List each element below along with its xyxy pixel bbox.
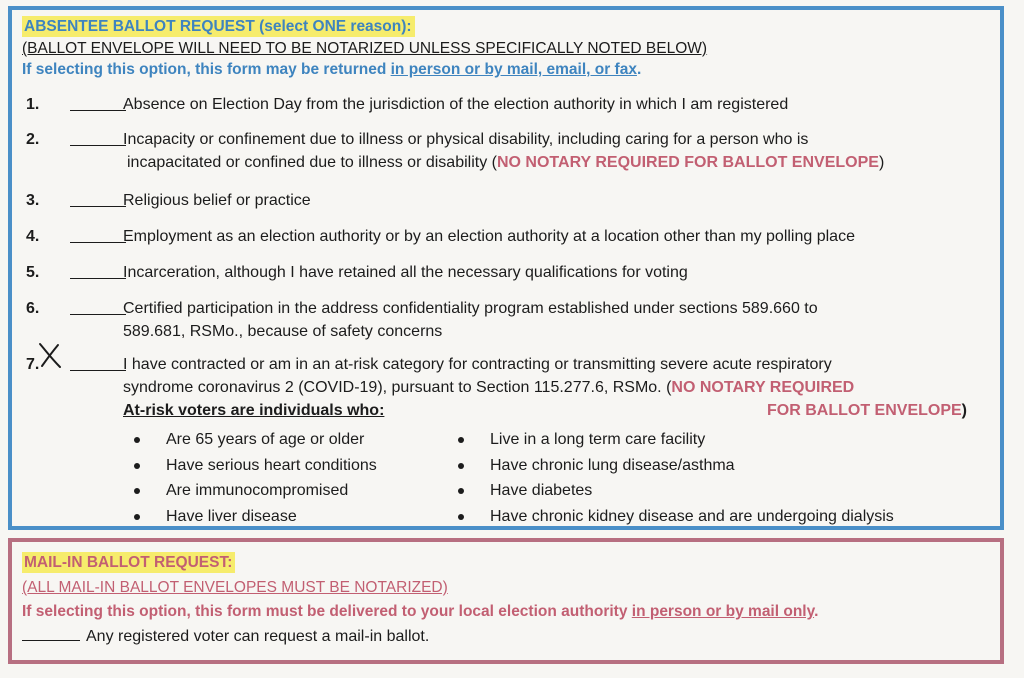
list-item: Are 65 years of age or older <box>130 427 377 453</box>
list-item: Have chronic kidney disease and are undergoing dialysis <box>454 504 894 530</box>
mailin-delivery-instruction: If selecting this option, this form must be delivered to your local election authority in person or by mail only. <box>22 603 819 620</box>
bullet-icon <box>458 514 464 520</box>
bullet-icon <box>458 463 464 469</box>
absentee-ballot-section <box>8 6 1004 530</box>
reason-5-checkbox-blank[interactable] <box>70 261 126 279</box>
list-item: Are immunocompromised <box>130 478 377 504</box>
reason-item-2: 2. Incapacity or confinement due to illness or physical disability, including caring for a person who is incapacitated or confined due to illness or disability (NO NOTARY REQUIRED FOR BALLOT ENVELOPE) <box>26 128 986 174</box>
bullet-icon <box>134 488 140 494</box>
reason-3-checkbox-blank[interactable] <box>70 189 126 207</box>
list-item: Have liver disease <box>130 504 377 530</box>
reason-1-checkbox-blank[interactable] <box>70 93 126 111</box>
list-item: Have serious heart conditions <box>130 453 377 479</box>
list-item: Have diabetes <box>454 478 894 504</box>
bullet-icon <box>458 437 464 443</box>
reason-item-1: 1. Absence on Election Day from the jurisdiction of the election authority in which I am registered <box>26 93 986 116</box>
mailin-checkbox-blank[interactable] <box>22 625 80 641</box>
list-item: Live in a long term care facility <box>454 427 894 453</box>
no-notary-note-7: NO NOTARY REQUIRED <box>671 379 855 396</box>
no-notary-note: NO NOTARY REQUIRED FOR BALLOT ENVELOPE <box>496 154 879 171</box>
at-risk-list-col2 <box>454 427 894 529</box>
mailin-notarize-notice: (ALL MAIL-IN BALLOT ENVELOPES MUST BE NOTARIZED) <box>22 579 448 596</box>
reason-4-checkbox-blank[interactable] <box>70 225 126 243</box>
handwritten-x-mark-icon <box>36 341 64 369</box>
reason-item-3: 3. Religious belief or practice <box>26 189 986 212</box>
bullet-icon <box>458 488 464 494</box>
absentee-return-instruction: If selecting this option, this form may be returned in person or by mail, email, or fax. <box>22 61 642 78</box>
bullet-icon <box>134 463 140 469</box>
absentee-notarize-notice: (BALLOT ENVELOPE WILL NEED TO BE NOTARIZED UNLESS SPECIFICALLY NOTED BELOW) <box>22 40 708 57</box>
reason-7-checkbox-blank[interactable] <box>70 353 126 371</box>
absentee-title: ABSENTEE BALLOT REQUEST (select ONE reason): <box>22 16 415 37</box>
bullet-icon <box>134 437 140 443</box>
reason-item-5: 5. Incarceration, although I have retained all the necessary qualifications for voting <box>26 261 986 284</box>
bullet-icon <box>134 514 140 520</box>
at-risk-note-continuation: FOR BALLOT ENVELOPE) <box>767 402 967 419</box>
reason-item-6: 6. Certified participation in the address confidentiality program established under sections 589.660 to 589.681, RSMo., because of safety concerns <box>26 297 986 343</box>
mail-in-ballot-section <box>8 538 1004 664</box>
list-item: Have chronic lung disease/asthma <box>454 453 894 479</box>
mailin-option: Any registered voter can request a mail-in ballot. <box>22 625 990 648</box>
reason-2-checkbox-blank[interactable] <box>70 128 126 146</box>
at-risk-list-col1 <box>130 427 377 529</box>
reason-item-4: 4. Employment as an election authority or by an election authority at a location other than my polling place <box>26 225 986 248</box>
reason-6-checkbox-blank[interactable] <box>70 297 126 315</box>
at-risk-heading: At-risk voters are individuals who: <box>123 402 385 419</box>
reason-item-7: 7. I have contracted or am in an at-risk category for contracting or transmitting severe acute respiratory syndrome coronavirus 2 (COVID-19), pursuant to Section 115.277.6, RSMo. (NO NOTARY REQUIRED <box>26 353 986 399</box>
mailin-title: MAIL-IN BALLOT REQUEST: <box>22 552 235 573</box>
